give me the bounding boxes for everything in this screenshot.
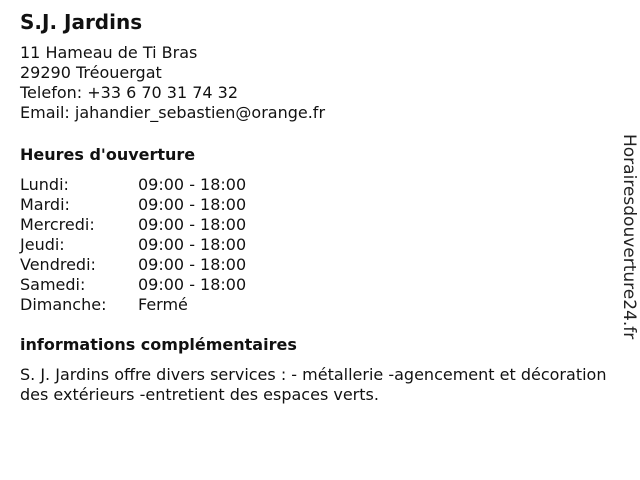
postal-city: 29290 Tréouergat bbox=[20, 63, 162, 82]
day-label: Mardi: bbox=[20, 195, 70, 214]
time-value: 09:00 - 18:00 bbox=[138, 235, 247, 254]
address-block bbox=[20, 43, 620, 123]
info-heading: informations complémentaires bbox=[20, 335, 297, 354]
street-address: 11 Hameau de Ti Bras bbox=[20, 43, 198, 62]
day-label: Vendredi: bbox=[20, 255, 96, 274]
day-label: Lundi: bbox=[20, 175, 69, 194]
hours-row-wednesday bbox=[20, 215, 246, 235]
phone-line: Telefon: +33 6 70 31 74 32 bbox=[20, 83, 239, 102]
site-watermark: Horairesdouverture24.fr bbox=[619, 134, 639, 340]
day-label: Mercredi: bbox=[20, 215, 95, 234]
hours-row-sunday bbox=[20, 295, 246, 315]
hours-row-friday bbox=[20, 255, 246, 275]
day-label: Jeudi: bbox=[20, 235, 65, 254]
day-label: Dimanche: bbox=[20, 295, 107, 314]
time-value: 09:00 - 18:00 bbox=[138, 175, 247, 194]
hours-row-tuesday bbox=[20, 195, 246, 215]
hours-row-monday bbox=[20, 175, 246, 195]
opening-hours-table bbox=[20, 175, 246, 315]
business-card bbox=[20, 9, 620, 405]
time-value: 09:00 - 18:00 bbox=[138, 195, 247, 214]
email-line: Email: jahandier_sebastien@orange.fr bbox=[20, 103, 326, 122]
time-value: 09:00 - 18:00 bbox=[138, 275, 247, 294]
hours-heading: Heures d'ouverture bbox=[20, 145, 196, 164]
hours-row-thursday bbox=[20, 235, 246, 255]
time-value: Fermé bbox=[138, 295, 188, 314]
info-description: S. J. Jardins offre divers services : - métallerie -agencement et décoration des extérieurs -entretient des espaces verts. bbox=[20, 365, 607, 404]
hours-row-saturday bbox=[20, 275, 246, 295]
day-label: Samedi: bbox=[20, 275, 86, 294]
time-value: 09:00 - 18:00 bbox=[138, 215, 247, 234]
time-value: 09:00 - 18:00 bbox=[138, 255, 247, 274]
business-name: S.J. Jardins bbox=[20, 10, 143, 34]
